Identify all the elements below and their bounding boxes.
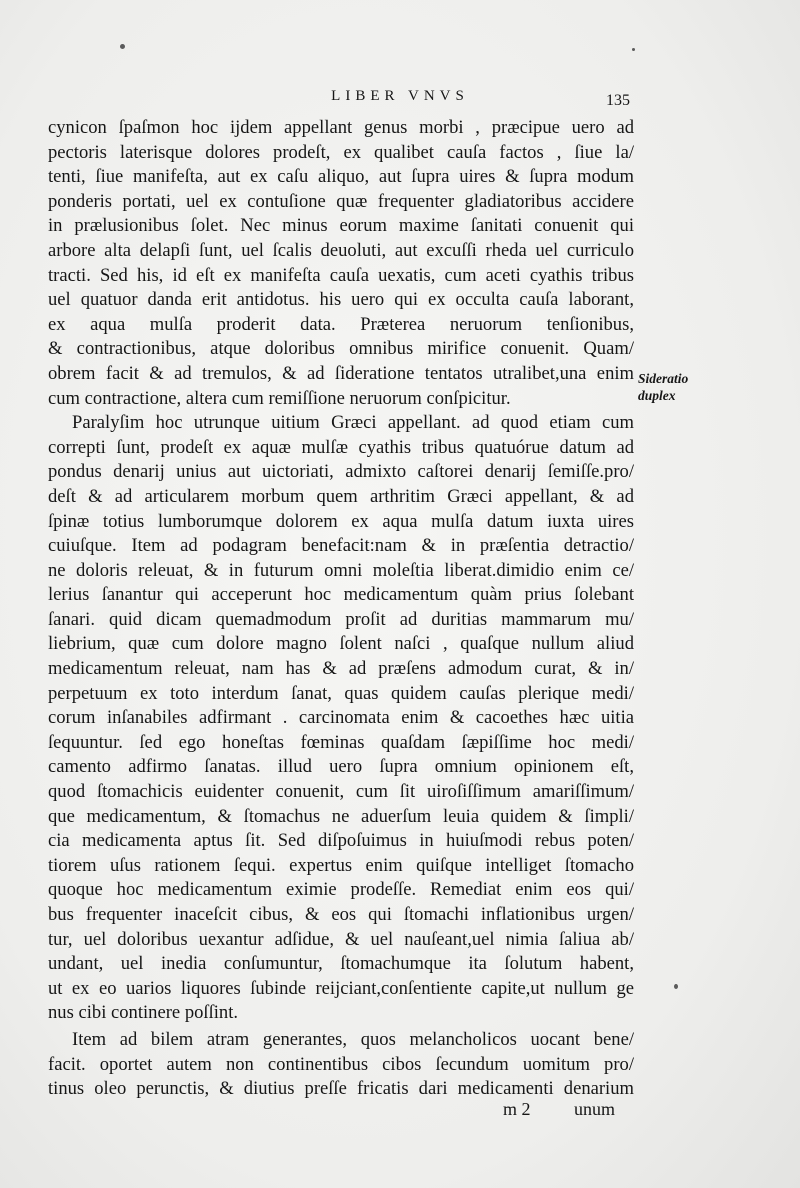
text-line: correpti ſunt, prodeſt ex aquæ mulſæ cyathis tribus quatuórue datum ad — [48, 436, 634, 458]
text-line: corum inſanabiles adfirmant . carcinomata enim & cacoethes hæc uitia — [48, 707, 634, 729]
text-line: ne doloris releuat, & in futurum omni moleſtia liberat.dimidio enim ce/ — [48, 559, 634, 581]
text-line: tracti. Sed his, id eſt ex manifeſta cauſa uexatis, cum aceti cyathis tribus — [48, 264, 634, 286]
text-line: que medicamentum, & ſtomachus ne aduerſum leuia quidem & ſimpli/ — [48, 805, 634, 827]
text-line: pondus denarij unius aut uictoriati, admixto caſtorei denarij ſemiſſe.pro/ — [48, 461, 634, 483]
margin-note — [638, 370, 688, 404]
text-line: ſequuntur. ſed ego honeſtas fœminas quaſdam ſæpiſſime hoc medi/ — [48, 731, 634, 753]
text-line: ex aqua mulſa proderit data. Præterea neruorum tenſionibus, — [48, 313, 634, 335]
text-line: perpetuum ex toto interdum ſanat, quas quidem cauſas plerique medi/ — [48, 682, 634, 704]
text-line: medicamentum releuat, nam has & ad præſens admodum curat, & in/ — [48, 658, 634, 680]
text-line: tenti, ſiue manifeſta, aut ex caſu aliquo, aut ſupra uires & ſupra modum — [48, 166, 634, 188]
paragraph-start-line: Paralyſim hoc utrunque uitium Græci appellant. ad quod etiam cum — [72, 412, 634, 434]
text-line: pectoris laterisque dolores prodeſt, ex qualibet cauſa factos , ſiue la/ — [48, 141, 634, 163]
text-line: undant, uel inedia conſumuntur, ſtomachumque ita ſolutum habent, — [48, 953, 634, 975]
text-line: ponderis portati, uel ex contuſione quæ frequenter gladiatoribus accidere — [48, 190, 634, 212]
text-line: uel quatuor danda erit antidotus. his uero qui ex occulta cauſa laborant, — [48, 289, 634, 311]
text-line: camento adfirmo ſanatas. illud uero ſupra omnium opinionem eſt, — [48, 756, 634, 778]
text-line: lerius ſanantur qui acceperunt hoc medicamentum quàm prius ſolebant — [48, 584, 634, 606]
text-line: ſanari. quid dicam quemadmodum proſit ad duritias mammarum mu/ — [48, 608, 634, 630]
signature-mark: m 2 — [503, 1099, 531, 1119]
running-title: LIBER VNVS — [331, 88, 469, 104]
text-line: deſt & ad articularem morbum quem arthritim Græci appellant, & ad — [48, 485, 634, 507]
paragraph-start-line: Item ad bilem atram generantes, quos melancholicos uocant bene/ — [72, 1028, 634, 1050]
catchword: unum — [574, 1099, 616, 1119]
text-line: facit. oportet autem non continentibus cibos ſecundum uomitum pro/ — [48, 1053, 634, 1075]
text-line: obrem facit & ad tremulos, & ad ſideratione tentatos utralibet,una enim — [48, 362, 634, 384]
text-line: & contractionibus, atque doloribus omnibus mirifice conuenit. Quam/ — [48, 338, 634, 360]
text-line: ſpinæ totius lumborumque dolorem ex aqua mulſa datum iuxta uires — [48, 510, 634, 532]
body-text — [48, 116, 634, 1102]
text-line: cynicon ſpaſmon hoc ijdem appellant genus morbi , præcipue uero ad — [48, 117, 634, 138]
text-line: quod ſtomachicis euidenter conuenit, cum ſit uiroſiſſimum amariſſimum/ — [48, 781, 634, 803]
text-line: cia medicamenta aptus ſit. Sed diſpoſuimus in huiuſmodi rebus poten/ — [48, 830, 634, 852]
text-line: quoque hoc medicamentum eximie prodeſſe. Remediat enim eos qui/ — [48, 879, 634, 901]
text-line: tiorem uſus rationem ſequi. expertus enim quiſque intelliget ſtomacho — [48, 854, 634, 876]
ink-speck — [674, 984, 678, 989]
text-line: cuiuſque. Item ad podagram benefacit:nam & in præſentia detractio/ — [48, 535, 634, 557]
text-line: bus frequenter inaceſcit cibus, & eos qui ſtomachi inflationibus urgen/ — [48, 904, 634, 925]
text-line: liebrium, quæ cum dolore magno ſolent naſci , quaſque nullum aliud — [48, 633, 634, 655]
text-line: arbore alta delapſi ſunt, uel ſcalis deuoluti, aut excuſſi rheda uel curriculo — [48, 239, 634, 261]
text-line: ut ex eo uarios liquores ſubinde reijciant,conſentiente capite,ut nullum ge — [48, 977, 634, 999]
folio-number: 135 — [606, 92, 630, 109]
text-line: tinus oleo perunctis, & diutius preſſe fricatis dari medicamenti denarium — [48, 1078, 634, 1100]
text-line: in prælusionibus ſolet. Nec minus eorum maxime ſanitati conuenit qui — [48, 215, 634, 237]
ink-speck — [120, 44, 125, 49]
text-line: nus cibi continere poſſint. — [48, 1002, 239, 1024]
text-line: tur, uel doloribus uexantur adſidue, & uel nauſeant,uel nimia ſaliua ab/ — [48, 928, 634, 950]
margin-note-line: Sideratio — [638, 371, 689, 386]
text-line: cum contractione, altera cum remiſſione neruorum conſpicitur. — [48, 387, 511, 409]
margin-note-line: duplex — [638, 388, 676, 403]
ink-speck — [632, 48, 635, 51]
